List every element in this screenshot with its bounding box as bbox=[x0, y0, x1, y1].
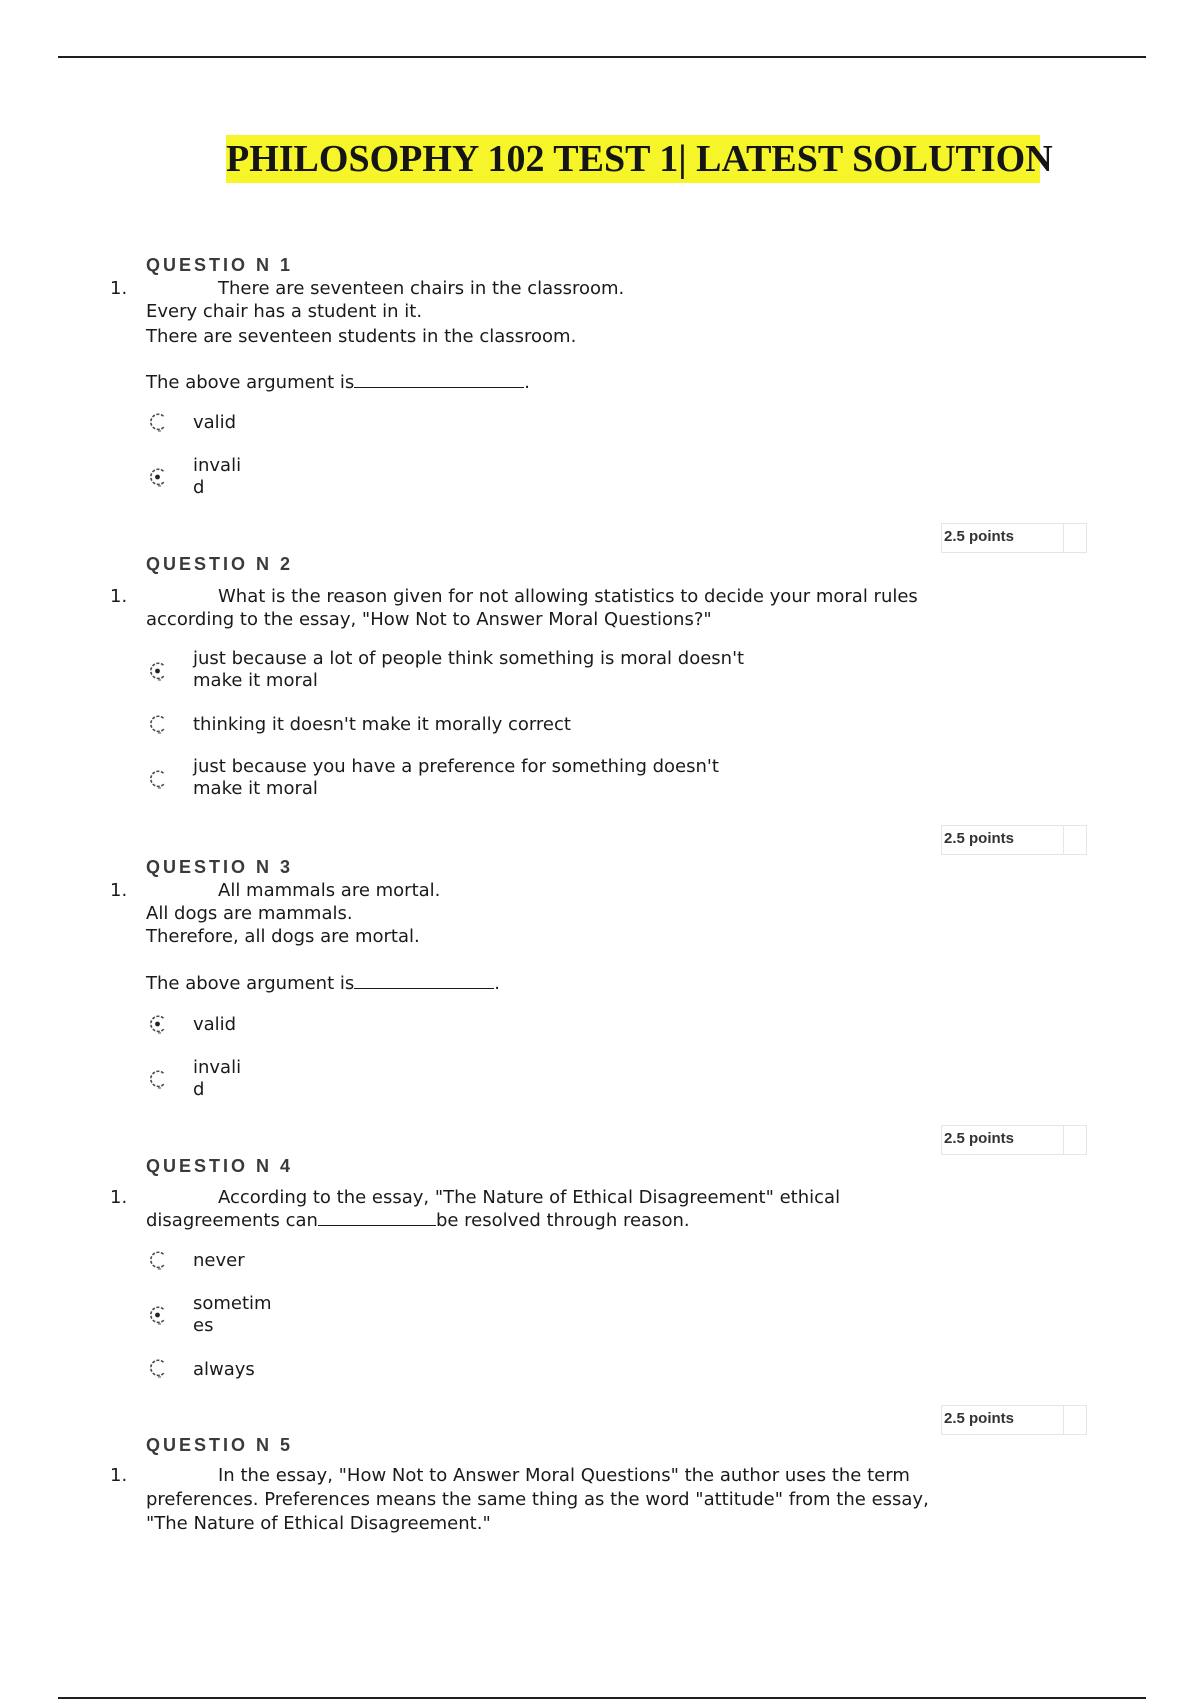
question-1-line-3: There are seventeen students in the classroom. bbox=[146, 326, 577, 347]
points-box bbox=[941, 1405, 1087, 1435]
question-5-line-2: preferences. Preferences means the same thing as the word "attitude" from the essay, bbox=[146, 1489, 929, 1510]
q4-option-3-radio[interactable] bbox=[148, 1357, 168, 1379]
question-1-number: 1. bbox=[110, 278, 128, 299]
radio-unselected-icon bbox=[148, 1249, 168, 1271]
question-1-line-1: There are seventeen chairs in the classroom. bbox=[218, 278, 625, 299]
q3-option-2-label-line-1: invali bbox=[193, 1057, 242, 1078]
question-2-line-1: What is the reason given for not allowing statistics to decide your moral rules bbox=[218, 586, 918, 607]
question-4-line-1: According to the essay, "The Nature of Ethical Disagreement" ethical bbox=[218, 1187, 841, 1208]
q2-option-3-label bbox=[193, 756, 719, 800]
radio-selected-icon bbox=[148, 1304, 168, 1326]
answer-blank bbox=[354, 371, 524, 388]
radio-unselected-icon bbox=[148, 411, 168, 433]
question-5-heading: QUESTIO N 5 bbox=[146, 1435, 294, 1455]
question-5-line-1: In the essay, "How Not to Answer Moral Questions" the author uses the term bbox=[218, 1465, 910, 1486]
q2-option-2-radio[interactable] bbox=[148, 713, 168, 735]
question-4-line-2 bbox=[146, 1209, 690, 1232]
top-rule bbox=[58, 56, 1146, 58]
bottom-rule bbox=[58, 1697, 1146, 1699]
question-3-line-1: All mammals are mortal. bbox=[218, 880, 441, 901]
points-cell bbox=[1063, 1126, 1086, 1154]
q4-option-2-radio[interactable] bbox=[148, 1304, 168, 1326]
question-4-number: 1. bbox=[110, 1187, 128, 1208]
q2-option-1-label bbox=[193, 648, 744, 692]
radio-unselected-icon bbox=[148, 768, 168, 790]
points-label: 2.5 points bbox=[944, 528, 1015, 545]
points-cell bbox=[1063, 524, 1086, 552]
q4-option-3-label: always bbox=[193, 1359, 255, 1380]
question-2-line-2: according to the essay, "How Not to Answer Moral Questions?" bbox=[146, 609, 712, 630]
q2-option-3-radio[interactable] bbox=[148, 768, 168, 790]
q1-option-2-label-line-2: d bbox=[193, 477, 205, 498]
q3-option-1-label: valid bbox=[193, 1014, 237, 1035]
question-3-heading: QUESTIO N 3 bbox=[146, 857, 294, 877]
question-1-prompt-end: . bbox=[524, 372, 530, 393]
points-box bbox=[941, 1125, 1087, 1155]
q1-option-2-radio[interactable] bbox=[148, 466, 168, 488]
answer-blank bbox=[318, 1209, 436, 1226]
question-4-line-2-end: be resolved through reason. bbox=[435, 1210, 690, 1231]
q4-option-2-label bbox=[193, 1293, 272, 1337]
points-box bbox=[941, 523, 1087, 553]
radio-selected-icon bbox=[148, 660, 168, 682]
q2-option-1-label-line-1: just because a lot of people think something is moral doesn't bbox=[193, 648, 745, 669]
points-cell bbox=[1063, 826, 1086, 854]
q2-option-3-label-line-1: just because you have a preference for something doesn't bbox=[193, 756, 719, 777]
answer-blank bbox=[354, 972, 494, 989]
question-3-prompt-end: . bbox=[494, 973, 500, 994]
question-5-line-3: "The Nature of Ethical Disagreement." bbox=[146, 1513, 491, 1534]
q4-option-2-label-line-1: sometim bbox=[193, 1293, 272, 1314]
q3-option-2-label-line-2: d bbox=[193, 1079, 205, 1100]
q1-option-2-label bbox=[193, 455, 241, 499]
question-1-prompt-text: The above argument is bbox=[146, 372, 355, 393]
question-3-line-2: All dogs are mammals. bbox=[146, 903, 353, 924]
radio-unselected-icon bbox=[148, 1068, 168, 1090]
radio-unselected-icon bbox=[148, 1357, 168, 1379]
question-5-number: 1. bbox=[110, 1465, 128, 1486]
question-1-heading: QUESTIO N 1 bbox=[146, 255, 294, 275]
question-3-number: 1. bbox=[110, 880, 128, 901]
page-title: PHILOSOPHY 102 TEST 1| LATEST SOLUTION bbox=[226, 135, 1040, 183]
question-2-number: 1. bbox=[110, 586, 128, 607]
q3-option-2-label bbox=[193, 1057, 241, 1101]
question-2-heading: QUESTIO N 2 bbox=[146, 554, 294, 574]
radio-selected-icon bbox=[148, 1013, 168, 1035]
question-4-heading: QUESTIO N 4 bbox=[146, 1156, 294, 1176]
q2-option-3-label-line-2: make it moral bbox=[193, 778, 318, 799]
points-label: 2.5 points bbox=[944, 830, 1015, 847]
points-box bbox=[941, 825, 1087, 855]
q2-option-1-radio[interactable] bbox=[148, 660, 168, 682]
question-3-prompt-text: The above argument is bbox=[146, 973, 355, 994]
q4-option-1-radio[interactable] bbox=[148, 1249, 168, 1271]
q3-option-1-radio[interactable] bbox=[148, 1013, 168, 1035]
question-1-prompt bbox=[146, 371, 530, 394]
q3-option-2-radio[interactable] bbox=[148, 1068, 168, 1090]
question-3-prompt bbox=[146, 972, 500, 995]
points-label: 2.5 points bbox=[944, 1410, 1015, 1427]
q1-option-1-radio[interactable] bbox=[148, 411, 168, 433]
q2-option-1-label-line-2: make it moral bbox=[193, 670, 318, 691]
question-1-line-2: Every chair has a student in it. bbox=[146, 301, 423, 322]
radio-selected-icon bbox=[148, 466, 168, 488]
radio-unselected-icon bbox=[148, 713, 168, 735]
question-4-line-2-start: disagreements can bbox=[146, 1210, 318, 1231]
question-3-line-3: Therefore, all dogs are mortal. bbox=[146, 926, 420, 947]
q1-option-2-label-line-1: invali bbox=[193, 455, 242, 476]
q4-option-2-label-line-2: es bbox=[193, 1315, 214, 1336]
points-label: 2.5 points bbox=[944, 1130, 1015, 1147]
q4-option-1-label: never bbox=[193, 1250, 245, 1271]
q2-option-2-label: thinking it doesn't make it morally correct bbox=[193, 714, 571, 735]
q1-option-1-label: valid bbox=[193, 412, 237, 433]
points-cell bbox=[1063, 1406, 1086, 1434]
